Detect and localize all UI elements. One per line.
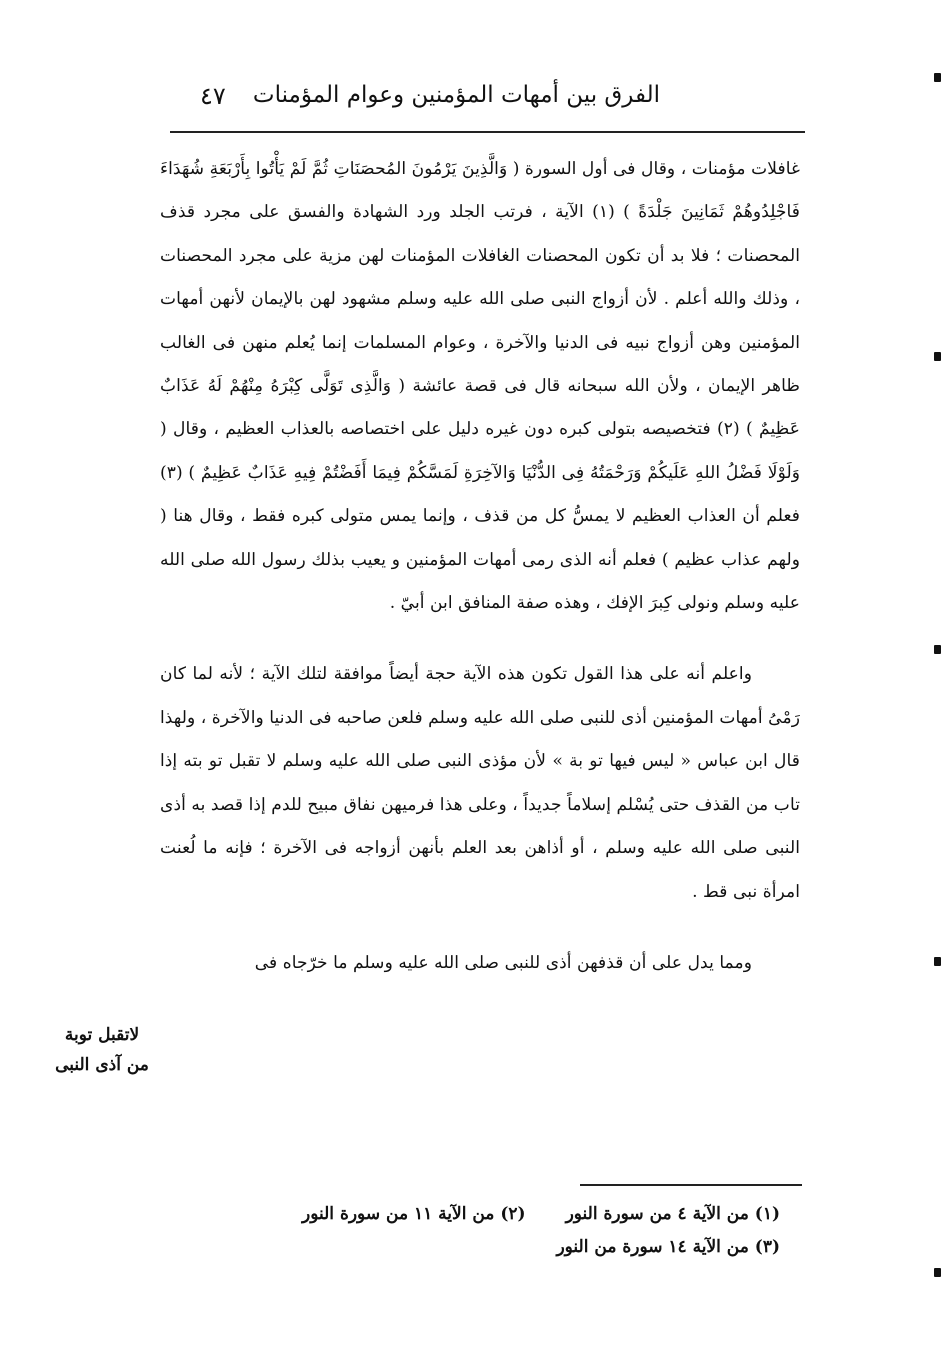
edge-mark [934,73,941,82]
header-divider [170,131,805,133]
page-number: ٤٧ [200,82,226,110]
edge-mark [934,352,941,361]
paragraph-3: ومما يدل على أن قذفهن أذى للنبى صلى الله عليه وسلم ما خرّجاه فى [254,952,752,973]
edge-mark [934,1268,941,1277]
margin-note-line-1: لاتقبل توبة [64,1025,140,1045]
footnotes [200,1198,780,1264]
footnote-row-1 [200,1198,780,1231]
paragraph-2: واعلم أنه على هذا القول تكون هذه الآية حجة أيضاً موافقة لتلك الآية ؛ لأنه لما كان رَمْىُ أمهات المؤمنين أذى للنبى صلى الله عليه وسلم فلعن صاحبه فى الدنيا والآخرة ، ولهذا قال ابن عباس « ليس فيها تو بة » لأن مؤذى النبى صلى الله عليه وسلم لا تقبل تو بته إذا تاب من القذف حتى يُسْلم إسلاماً جديداً ، وعلى هذا فرميهن نفاق مبيح للدم إذا قصد به أذى النبى صلى الله عليه وسلم ، أو أذاهن بعد العلم بأنهن أزواجه فى الآخرة ؛ فإنه ما لُعنت امرأة نبى قط . [160,664,800,902]
margin-note-line-2: من آذى النبى [55,1055,149,1075]
page-header [170,78,810,118]
footnote-divider [580,1184,802,1186]
footnote-3: (٣) من الآية ١٤ سورة من النور [556,1237,780,1257]
paragraph-1: غافلات مؤمنات ، وقال فى أول السورة ( وَالَّذِينَ يَرْمُونَ المُحصَنَاتِ ثُمَّ لَمْ يَأْتُوا بِأَرْبَعَةِ شُهَدَاءَ فَاجْلِدُوهُمْ ثَمَانِينَ جَلْدَةً ) (١) الآية ، فرتب الجلد ورد الشهادة والفسق على مجرد قذف المحصنات ؛ فلا بد أن تكون المحصنات الغافلات المؤمنات لهن مزية على مجرد المحصنات ، وذلك والله أعلم . لأن أزواج النبى صلى الله عليه وسلم مشهود لهن بالإيمان لأنهن أمهات المؤمنين وهن أزواج نبيه فى الدنيا والآخرة ، وعوام المسلمات إنما يُعلم منهن فى الغالب ظاهر الإيمان ، ولأن الله سبحانه قال فى قصة عائشة ( وَالَّذِى تَوَلَّى كِبْرَهُ مِنْهُمْ لَهُ عَذَابٌ عَظِيمٌ ) (٢) فتخصيصه بتولى كبره دون غيره دليل على اختصاصه بالعذاب العظيم ، وقال ( وَلَوْلَا فَضْلُ اللهِ عَلَيكُمْ وَرَحْمَتُهُ فِى الدُّنْيَا وَالآخِرَةِ لَمَسَّكُمْ فِيمَا أَفَضْتُمْ فِيهِ عَذَابٌ عَظِيمٌ ) (٣) فعلم أن العذاب العظيم لا يمسُّ كل من قذف ، وإنما يمس متولى كبره فقط ، وقال هنا ( ولهم عذاب عظيم ) فعلم أنه الذى رمى أمهات المؤمنين و يعيب بذلك رسول الله صلى الله عليه وسلم ونولى كِبرَ الإفك ، وهذه صفة المنافق ابن أبيّ . [160,159,800,614]
margin-note [38,1020,166,1080]
main-text [160,148,800,985]
footnote-1: (١) من الآية ٤ من سورة النور [565,1204,780,1224]
footnote-2: (٢) من الآية ١١ من سورة النور [302,1204,526,1224]
edge-mark [934,957,941,966]
edge-mark [934,645,941,654]
running-title: الفرق بين أمهات المؤمنين وعوام المؤمنات [252,82,660,108]
footnote-row-2 [200,1231,780,1264]
